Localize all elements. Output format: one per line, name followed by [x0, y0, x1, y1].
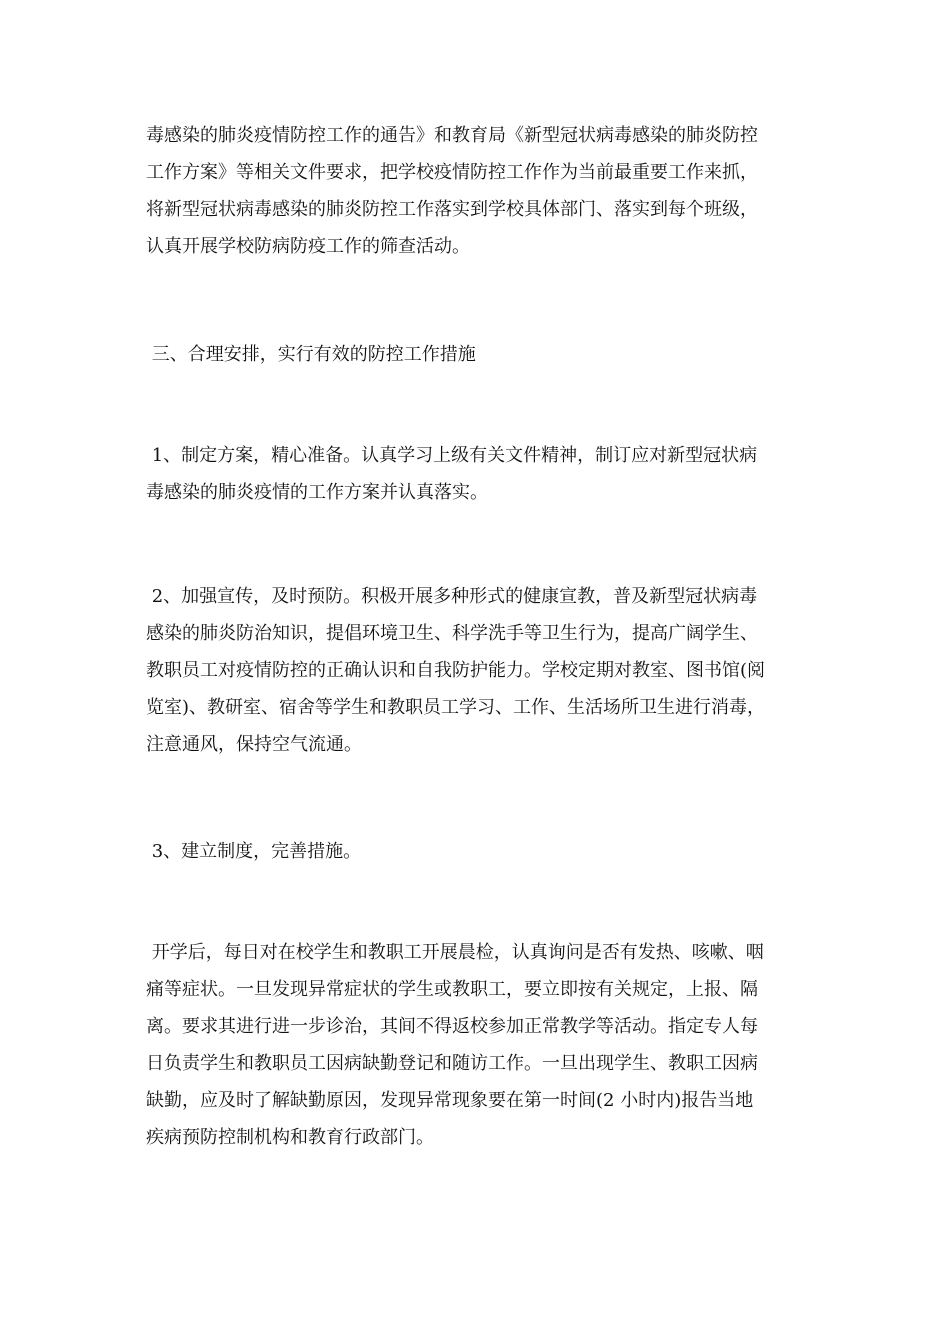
- text-line: 毒感染的肺炎疫情的工作方案并认真落实。: [146, 482, 488, 503]
- text-line: 工作方案》等相关文件要求，把学校疫情防控工作作为当前最重要工作来抓，: [146, 162, 758, 183]
- paragraph-item-3: [146, 833, 816, 870]
- text-line: 离。要求其进行进一步诊治，其间不得返校参加正常教学等活动。指定专人每: [146, 1016, 758, 1037]
- text-line: 3、建立制度，完善措施。: [146, 841, 362, 862]
- text-line: 日负责学生和教职员工因病缺勤登记和随访工作。一旦出现学生、教职工因病: [146, 1053, 758, 1074]
- text-line: 毒感染的肺炎疫情防控工作的通告》和教育局《新型冠状病毒感染的肺炎防控: [146, 125, 758, 146]
- text-line: 将新型冠状病毒感染的肺炎防控工作落实到学校具体部门、落实到每个班级，: [146, 199, 758, 220]
- text-line: 览室)、教研室、宿舍等学生和教职员工学习、工作、生活场所卫生进行消毒，: [146, 697, 766, 718]
- text-line: 疾病预防控制机构和教育行政部门。: [146, 1127, 434, 1148]
- text-line: 注意通风，保持空气流通。: [146, 734, 362, 755]
- text-line: 教职员工对疫情防控的正确认识和自我防护能力。学校定期对教室、图书馆(阅: [146, 660, 766, 681]
- text-line: 2、加强宣传，及时预防。积极开展多种形式的健康宣教，普及新型冠状病毒: [146, 586, 758, 607]
- text-line: 感染的肺炎防治知识，提倡环境卫生、科学洗手等卫生行为，提高广阔学生、: [146, 623, 758, 644]
- heading-line: 三、合理安排，实行有效的防控工作措施: [146, 344, 476, 365]
- text-line: 痛等症状。一旦发现异常症状的学生或教职工，要立即按有关规定，上报、隔: [146, 979, 758, 1000]
- text-line: 缺勤，应及时了解缺勤原因，发现异常现象要在第一时间(2 小时内)报告当地: [146, 1090, 754, 1111]
- text-line: 开学后，每日对在校学生和教职工开展晨检，认真询问是否有发热、咳嗽、咽: [146, 942, 764, 963]
- text-line: 1、制定方案，精心准备。认真学习上级有关文件精神，制订应对新型冠状病: [146, 445, 758, 466]
- paragraph-item-2: [146, 578, 816, 763]
- paragraph-intro-continuation: [146, 117, 816, 265]
- section-heading: [146, 336, 816, 373]
- paragraph-item-1: [146, 437, 816, 511]
- paragraph-item-3-detail: [146, 934, 816, 1156]
- text-line: 认真开展学校防病防疫工作的筛查活动。: [146, 236, 470, 257]
